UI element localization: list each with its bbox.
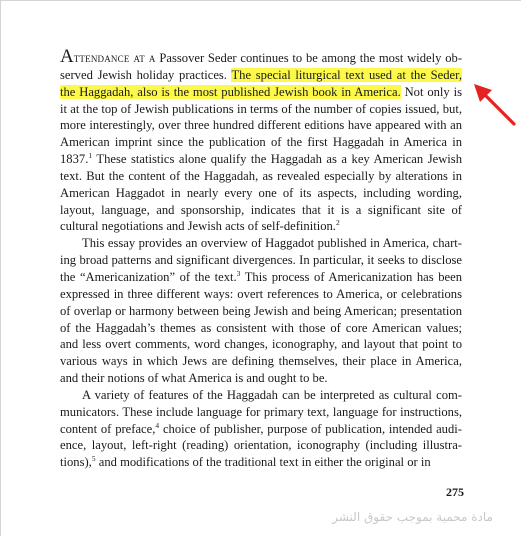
paragraph-1-text-c: These statistics alone qualify the Haggadah as a key American Jewish text. But the content of the Haggadah, as revealed especially by alterations in American Haggadot in nearly every one of its aspects, including wording, layout, language, and sponsorship, indicates that it is a significant site of cultural negotiations and Jewish acts of self-definition. <box>60 152 462 234</box>
footnote-ref-2[interactable]: 2 <box>335 218 340 228</box>
paragraph-3-text-b: choice of publisher, purpose of publication, intended audience, layout, left-right (reading) orientation, iconography (including illustrations), <box>60 421 462 470</box>
body-text <box>60 46 463 471</box>
page-border-top <box>0 0 521 1</box>
paragraph-2 <box>60 235 462 387</box>
paragraph-2-text-a: This essay provides an overview of Haggadot published in America, charting broad patterns and significant divergences. In particular, it seeks to disclose the “Americanization” of the text. <box>60 236 462 284</box>
red-arrow-icon <box>470 80 518 128</box>
paragraph-3-text-c: and modifications of the traditional text in either the original or in <box>95 455 431 470</box>
paragraph-3-text-a: A variety of features of the Haggadah can be interpreted as cultural communicators. These include language for primary text, language for instructions, content of preface, <box>60 387 462 436</box>
highlighted-sentence: The special liturgical text used at the Seder, the Haggadah, also is the most published Jewish book in America. <box>60 67 462 99</box>
paragraph-3 <box>60 387 462 471</box>
footnote-ref-1[interactable]: 1 <box>88 151 93 161</box>
page-border-left <box>0 0 1 536</box>
paragraph-1-text-b: Not only is it at the top of Jewish publications in terms of the number of copies issued, but, more interestingly, over three hundred different editions have appeared with an American imprint since the publication of the first Haggadah in America in 1837. <box>60 84 462 167</box>
paragraph-1 <box>60 46 463 235</box>
opening-small-caps: ttendance at a <box>73 51 156 65</box>
paragraph-1-text-a: Passover Seder continues to be among the most widely observed Jewish holiday practices. <box>60 51 463 82</box>
drop-cap: A <box>60 46 74 67</box>
footnote-ref-5[interactable]: 5 <box>91 454 96 464</box>
paragraph-2-text-b: This process of Americanization has been expressed in three different ways: overt references to America, or celebrations of overlap or harmony between being Jewish and being American; presentation of the Haggadah’s themes as consistent with those of core American values; and less overt comments, word changes, iconography, and layout that point to various ways in which Jews are defining themselves, their place in America, and their notions of what America is and ought to be. <box>60 269 462 386</box>
footnote-ref-3[interactable]: 3 <box>236 268 241 278</box>
copyright-watermark: مادة محمية بموجب حقوق النشر <box>332 510 493 524</box>
footnote-ref-4[interactable]: 4 <box>155 420 160 430</box>
page-number: 275 <box>446 485 464 499</box>
